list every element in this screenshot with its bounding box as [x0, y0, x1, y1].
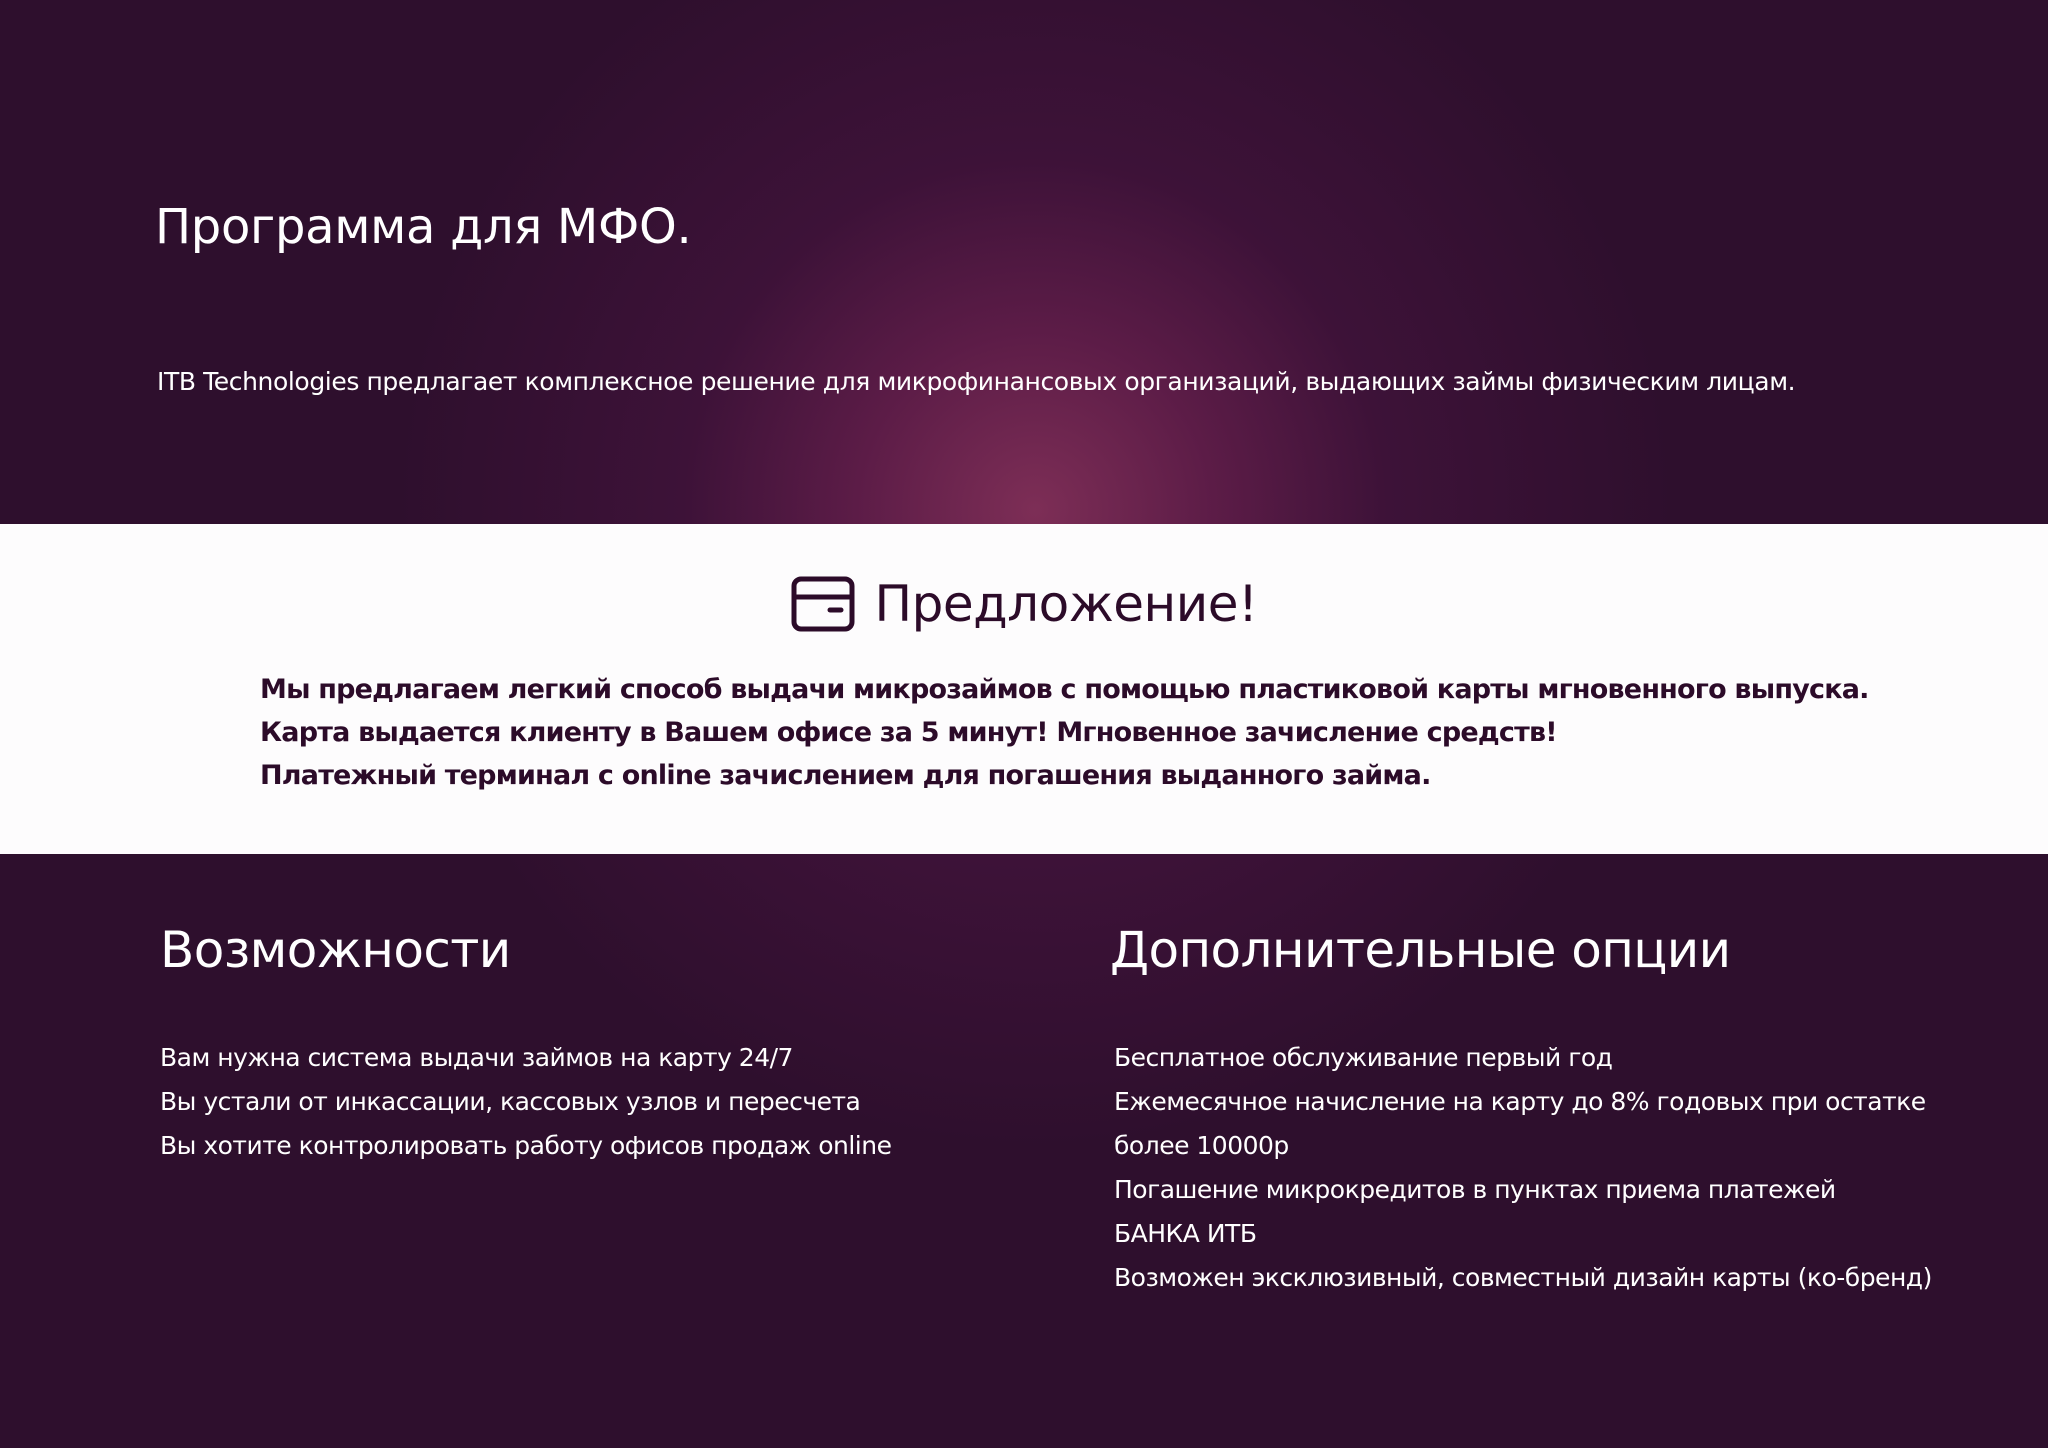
offer-line: Мы предлагаем легкий способ выдачи микрозаймов с помощью пластиковой карты мгновенного выпуска.: [260, 674, 1869, 705]
credit-card-icon: [790, 574, 856, 634]
options-list: [1114, 1036, 1932, 1300]
feature-item: Вам нужна система выдачи займов на карту 24/7: [160, 1043, 793, 1072]
offer-line: Карта выдается клиенту в Вашем офисе за 5 минут! Мгновенное зачисление средств!: [260, 717, 1557, 748]
option-item: Возможен эксклюзивный, совместный дизайн карты (ко-бренд): [1114, 1263, 1932, 1292]
option-item: более 10000р: [1114, 1131, 1289, 1160]
offer-line: Платежный терминал с online зачислением для погашения выданного займа.: [260, 760, 1431, 791]
feature-item: Вы устали от инкассации, кассовых узлов и пересчета: [160, 1087, 861, 1116]
option-item: БАНКА ИТБ: [1114, 1219, 1257, 1248]
page-title: Программа для МФО.: [155, 199, 692, 255]
feature-item: Вы хотите контролировать работу офисов продаж online: [160, 1131, 892, 1160]
offer-text: [260, 668, 1869, 797]
option-item: Бесплатное обслуживание первый год: [1114, 1043, 1613, 1072]
option-item: Ежемесячное начисление на карту до 8% годовых при остатке: [1114, 1087, 1926, 1116]
offer-heading: [0, 564, 2048, 644]
offer-title: Предложение!: [874, 575, 1258, 633]
page-subtitle: ITB Technologies предлагает комплексное решение для микрофинансовых организаций, выдающих займы физическим лицам.: [157, 367, 1796, 396]
offer-section: [0, 524, 2048, 854]
option-item: Погашение микрокредитов в пунктах приема платежей: [1114, 1175, 1836, 1204]
features-list: [160, 1036, 891, 1168]
features-title: Возможности: [160, 921, 511, 979]
options-title: Дополнительные опции: [1110, 921, 1731, 979]
